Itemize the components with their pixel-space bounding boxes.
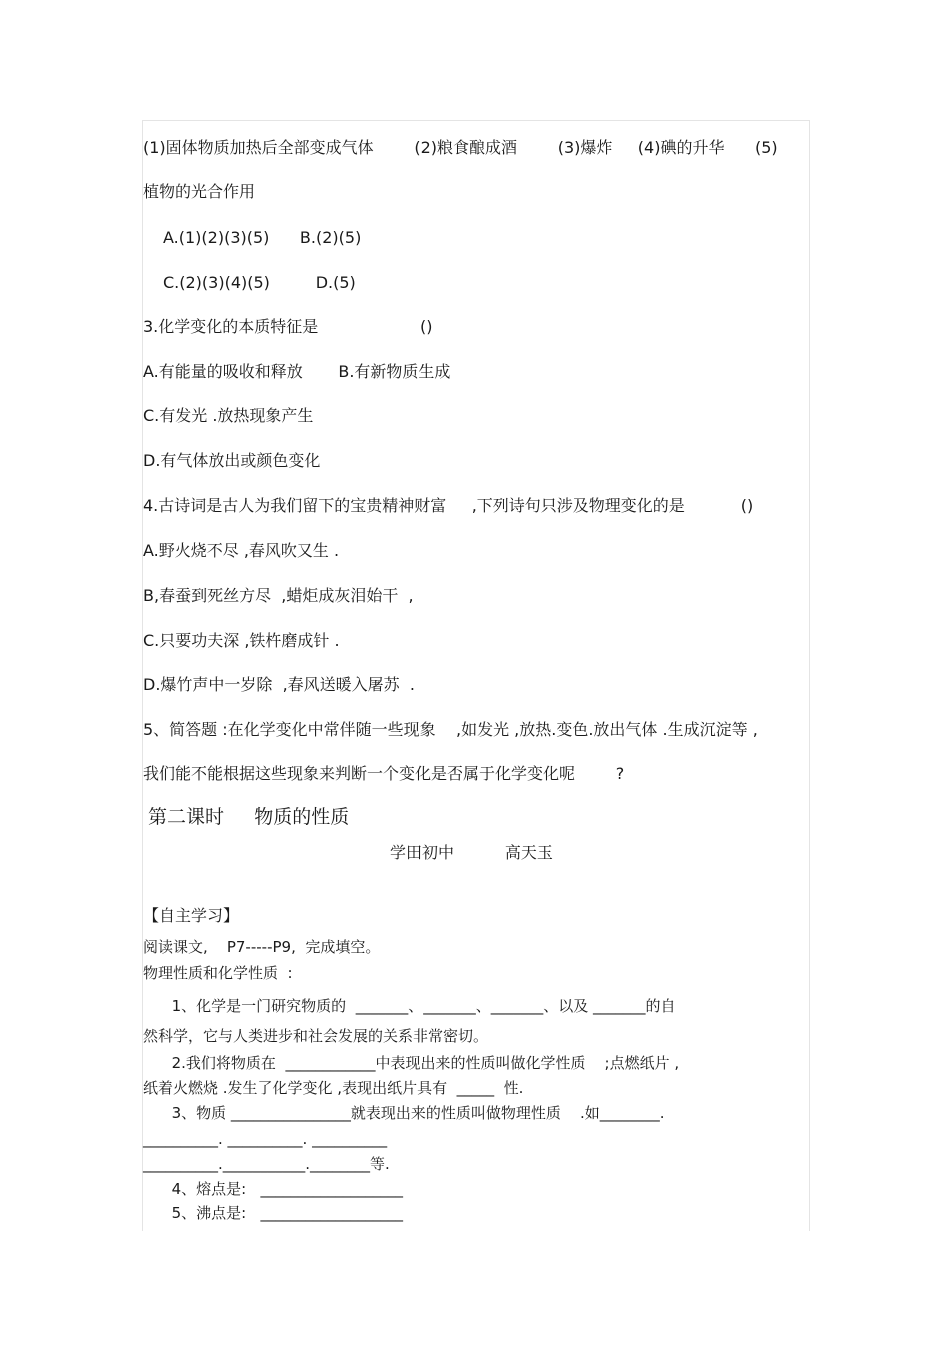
topic-heading: 物理性质和化学性质 : bbox=[143, 964, 293, 982]
lesson-title: 第二课时 物质的性质 bbox=[148, 806, 350, 828]
item-1-line-1: 1、化学是一门研究物质的 _______、_______、_______、以及 _______的自 bbox=[143, 997, 676, 1015]
question-3-option-d: D.有气体放出或颜色变化 bbox=[143, 451, 321, 470]
item-3-line-2: __________. __________. __________ bbox=[143, 1130, 388, 1148]
question-4-option-b: B,春蚕到死丝方尽 ,蜡炬成灰泪始干 , bbox=[143, 586, 414, 605]
question-3-option-c: C.有发光 .放热现象产生 bbox=[143, 406, 314, 425]
question-5-line-1: 5、简答题 :在化学变化中常伴随一些现象 ,如发光 ,放热.变色.放出气体 .生成沉淀等 , bbox=[143, 720, 758, 739]
question-2-line-1: (1)固体物质加热后全部变成气体 (2)粮食酿成酒 (3)爆炸 (4)碘的升华 (5) bbox=[143, 138, 778, 157]
item-1-line-2: 然科学，它与人类进步和社会发展的关系非常密切。 bbox=[143, 1027, 489, 1045]
question-4-option-c: C.只要功夫深 ,铁杵磨成针 . bbox=[143, 631, 340, 650]
question-2-line-2: 植物的光合作用 bbox=[143, 182, 256, 201]
question-5-line-2: 我们能不能根据这些现象来判断一个变化是否属于化学变化呢 ? bbox=[143, 764, 625, 783]
item-5-boiling-point: 5、沸点是: ___________________ bbox=[143, 1204, 404, 1222]
question-2-options-ab: A.(1)(2)(3)(5) B.(2)(5) bbox=[163, 228, 362, 247]
reading-instruction: 阅读课文, P7-----P9, 完成填空。 bbox=[143, 938, 381, 956]
question-2-options-cd: C.(2)(3)(4)(5) D.(5) bbox=[163, 273, 356, 292]
self-study-header: 【自主学习】 bbox=[143, 906, 240, 925]
question-3-stem: 3.化学变化的本质特征是 () bbox=[143, 317, 433, 336]
question-4-stem: 4.古诗词是古人为我们留下的宝贵精神财富 ,下列诗句只涉及物理变化的是 () bbox=[143, 496, 754, 515]
item-2-line-2: 纸着火燃烧 .发生了化学变化 ,表现出纸片具有 _____ 性. bbox=[143, 1079, 524, 1097]
item-3-line-3: __________.___________.________等. bbox=[143, 1155, 390, 1173]
question-4-option-a: A.野火烧不尽 ,春风吹又生 . bbox=[143, 541, 340, 560]
question-4-option-d: D.爆竹声中一岁除 ,春风送暖入屠苏 . bbox=[143, 675, 415, 694]
lesson-author: 学田初中 高天玉 bbox=[390, 843, 553, 862]
item-4-melting-point: 4、熔点是: ___________________ bbox=[143, 1180, 404, 1198]
question-3-options-ab: A.有能量的吸收和释放 B.有新物质生成 bbox=[143, 362, 451, 381]
item-2-line-1: 2.我们将物质在 ____________中表现出来的性质叫做化学性质 ;点燃纸片 , bbox=[143, 1054, 680, 1072]
item-3-line-1: 3、物质 ________________就表现出来的性质叫做物理性质 .如________. bbox=[143, 1104, 665, 1122]
